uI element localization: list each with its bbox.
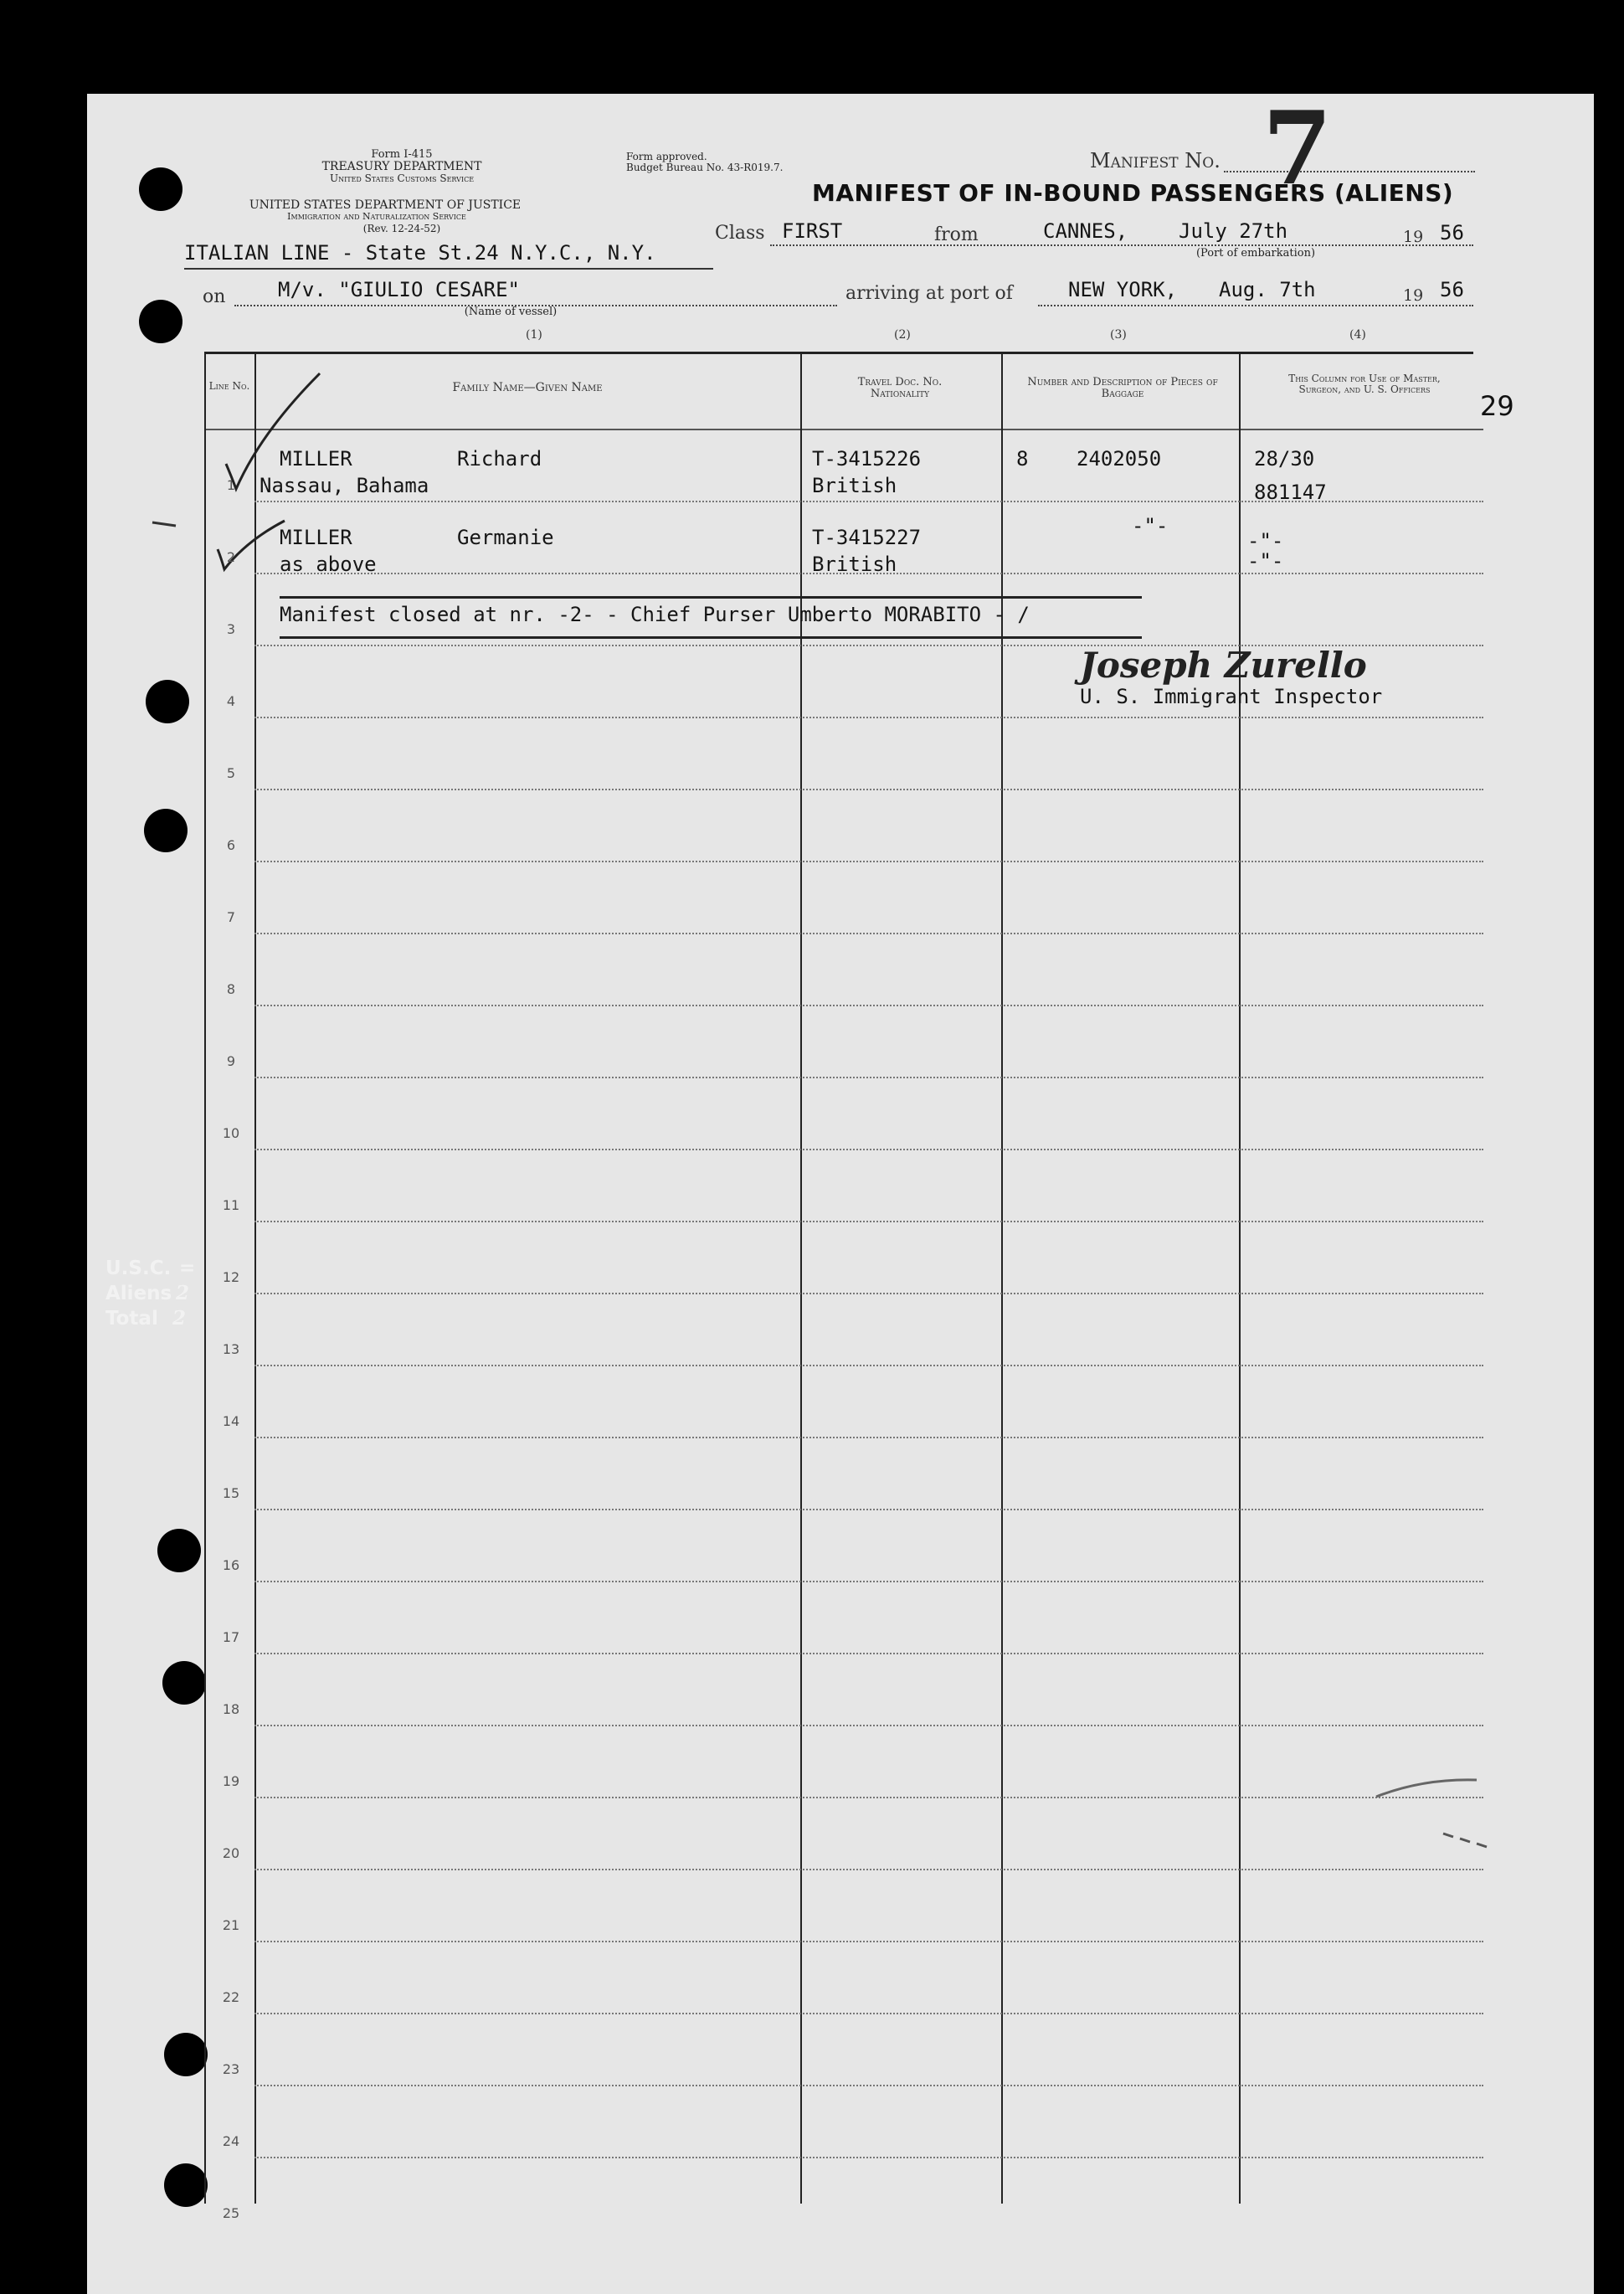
passenger-1-officer-2: 881147 [1254,481,1327,504]
embarkation-port: CANNES, [1043,219,1128,243]
departure-date: July 27th [1179,219,1288,243]
table-top-border [204,352,1473,354]
check-mark-icon [213,516,288,574]
col-num-2: (2) [894,328,911,342]
manifest-number: 7 [1262,90,1333,208]
passenger-1-baggage-count: 8 [1016,447,1029,471]
row-divider [254,501,1483,502]
row-divider [254,717,1483,718]
passenger-2-doc: T-3415227 [812,526,922,549]
shipping-line: ITALIAN LINE - State St.24 N.Y.C., N.Y. [184,241,656,265]
col-num-3: (3) [1110,328,1127,342]
passenger-1-doc: T-3415226 [812,447,922,471]
pencil-stroke-icon [1373,1772,1482,1805]
form-revision: (Rev. 12-24-52) [362,223,441,234]
row-divider [254,1437,1483,1438]
port-caption: (Port of embarkation) [1195,247,1316,260]
vessel-name: M/v. "GIULIO CESARE" [278,278,520,301]
pencil-dash-icon [1440,1829,1490,1849]
passenger-1-nationality: British [812,474,897,497]
line-number: 21 [222,1917,240,1933]
document-title: MANIFEST OF IN-BOUND PASSENGERS (ALIENS) [812,179,1454,207]
row-divider [254,1293,1483,1294]
closing-underline-2 [280,636,1142,639]
arrival-date: Aug. 7th [1219,278,1316,301]
budget-bureau: Budget Bureau No. 43-R019.7. [626,162,784,173]
line-number: 9 [226,1053,236,1069]
header-baggage: Number and Description of Pieces of Baggage [1027,376,1218,400]
punch-hole [139,167,182,211]
row-divider [254,2013,1483,2014]
col-num-4: (4) [1349,328,1366,342]
line-number: 10 [222,1125,240,1141]
row-divider [254,1365,1483,1366]
on-label: on [203,286,226,307]
line-number: 11 [222,1197,240,1213]
line-number: 15 [222,1485,240,1501]
vessel-caption: (Name of vessel) [464,306,558,318]
line-number: 18 [222,1701,240,1717]
row-divider [254,1941,1483,1942]
departure-year: 56 [1440,221,1464,244]
margin-tick-icon [151,514,181,531]
row-divider [254,933,1483,934]
passenger-1-given: Richard [457,447,542,471]
row-divider [254,1149,1483,1150]
line-number: 6 [226,837,236,853]
form-number: Form I-415 [371,148,433,161]
row-divider [254,861,1483,862]
punch-hole [139,300,182,343]
line-number: 5 [226,765,236,781]
year-prefix: 19 [1403,228,1424,246]
line-number: 24 [222,2133,240,2149]
header-name: Family Name—Given Name [452,381,603,394]
punch-hole [157,1529,201,1572]
total-label: Total [105,1308,158,1330]
passenger-2-officer-1: -"- [1247,529,1284,553]
punch-hole [164,2033,208,2076]
row-divider [254,2085,1483,2086]
justice-dept: UNITED STATES DEPARTMENT OF JUSTICE [249,198,522,212]
header-travel-doc: Travel Doc. No. Nationality [857,376,943,400]
passenger-1-family: MILLER [280,447,352,471]
line-number: 17 [222,1629,240,1645]
line-number: 16 [222,1557,240,1573]
form-approved: Form approved. [626,151,707,162]
row-divider [254,789,1483,790]
line-number: 23 [222,2061,240,2077]
manifest-no-line [1224,171,1475,172]
shipping-line-underline [184,268,713,270]
manifest-closing-note: Manifest closed at nr. -2- - Chief Purser Umberto MORABITO - / [280,603,1030,626]
punch-hole [144,809,188,852]
usc-label: U.S.C. [105,1258,172,1279]
row-divider [254,2157,1483,2158]
row-divider [254,1077,1483,1078]
row-divider [254,1509,1483,1510]
line-number: 2 [226,549,236,565]
line-number: 4 [226,693,236,709]
total-value: 2 [172,1307,187,1330]
aliens-value: 2 [176,1282,190,1304]
line-number: 7 [226,909,236,925]
page-number: 29 [1480,390,1514,422]
arrival-year-prefix: 19 [1403,286,1424,305]
class-label: Class [715,223,765,244]
line-number: 14 [222,1413,240,1429]
row-divider [254,1869,1483,1870]
closing-underline-1 [280,596,1142,599]
class-value: FIRST [782,219,843,243]
table-left-border [204,352,206,2204]
baggage-divider [1239,352,1241,2204]
row-divider [254,1221,1483,1222]
class-dotline [770,244,1473,246]
treasury-dept: TREASURY DEPARTMENT [321,160,482,173]
line-no-divider [254,352,256,2204]
usc-value: = [179,1258,196,1279]
doc-divider [1001,352,1003,2204]
passenger-2-baggage-no: -"- [1132,514,1169,537]
line-number: 3 [226,621,236,637]
row-divider [254,1005,1483,1006]
from-label: from [934,224,979,245]
passenger-2-officer-2: -"- [1247,549,1284,573]
inspector-signature: Joseph Zurello [1080,645,1367,686]
arriving-label: arriving at port of [845,283,1013,304]
arrival-port: NEW YORK, [1068,278,1178,301]
arrival-dotline [1038,305,1473,306]
passenger-1-officer-1: 28/30 [1254,447,1315,471]
row-divider [254,1653,1483,1654]
col-num-1: (1) [526,328,542,342]
arrival-year: 56 [1440,278,1464,301]
row-divider [254,1581,1483,1582]
passenger-2-nationality: British [812,553,897,576]
row-divider [254,645,1483,646]
line-number: 19 [222,1773,240,1789]
aliens-label: Aliens [105,1283,172,1304]
passenger-2-given: Germanie [457,526,554,549]
row-divider [254,573,1483,574]
line-number: 8 [226,981,236,997]
punch-hole [146,680,189,723]
punch-hole [164,2163,208,2207]
row-divider [254,1725,1483,1726]
passenger-1-baggage-no: 2402050 [1077,447,1162,471]
line-number: 1 [226,477,236,493]
line-number: 20 [222,1845,240,1861]
table-header-bottom [204,429,1483,430]
customs-service: United States Customs Service [329,172,475,184]
ins-service: Immigration and Naturalization Service [287,211,466,222]
punch-hole [162,1661,206,1705]
row-divider [254,1797,1483,1798]
header-officers: This Column for Use of Master, Surgeon, and U. S. Officers [1288,373,1441,395]
line-number: 12 [222,1269,240,1285]
passenger-2-family: MILLER [280,526,352,549]
passenger-1-residence: Nassau, Bahama [260,474,429,497]
passenger-2-residence: as above [280,553,377,576]
line-number: 22 [222,1989,240,2005]
inspector-title: U. S. Immigrant Inspector [1080,685,1383,708]
header-line-no: Line No. [208,380,250,392]
line-number: 25 [222,2205,240,2221]
manifest-no-label: Manifest No. [1090,149,1221,172]
name-divider [800,352,802,2204]
line-number: 13 [222,1341,240,1357]
